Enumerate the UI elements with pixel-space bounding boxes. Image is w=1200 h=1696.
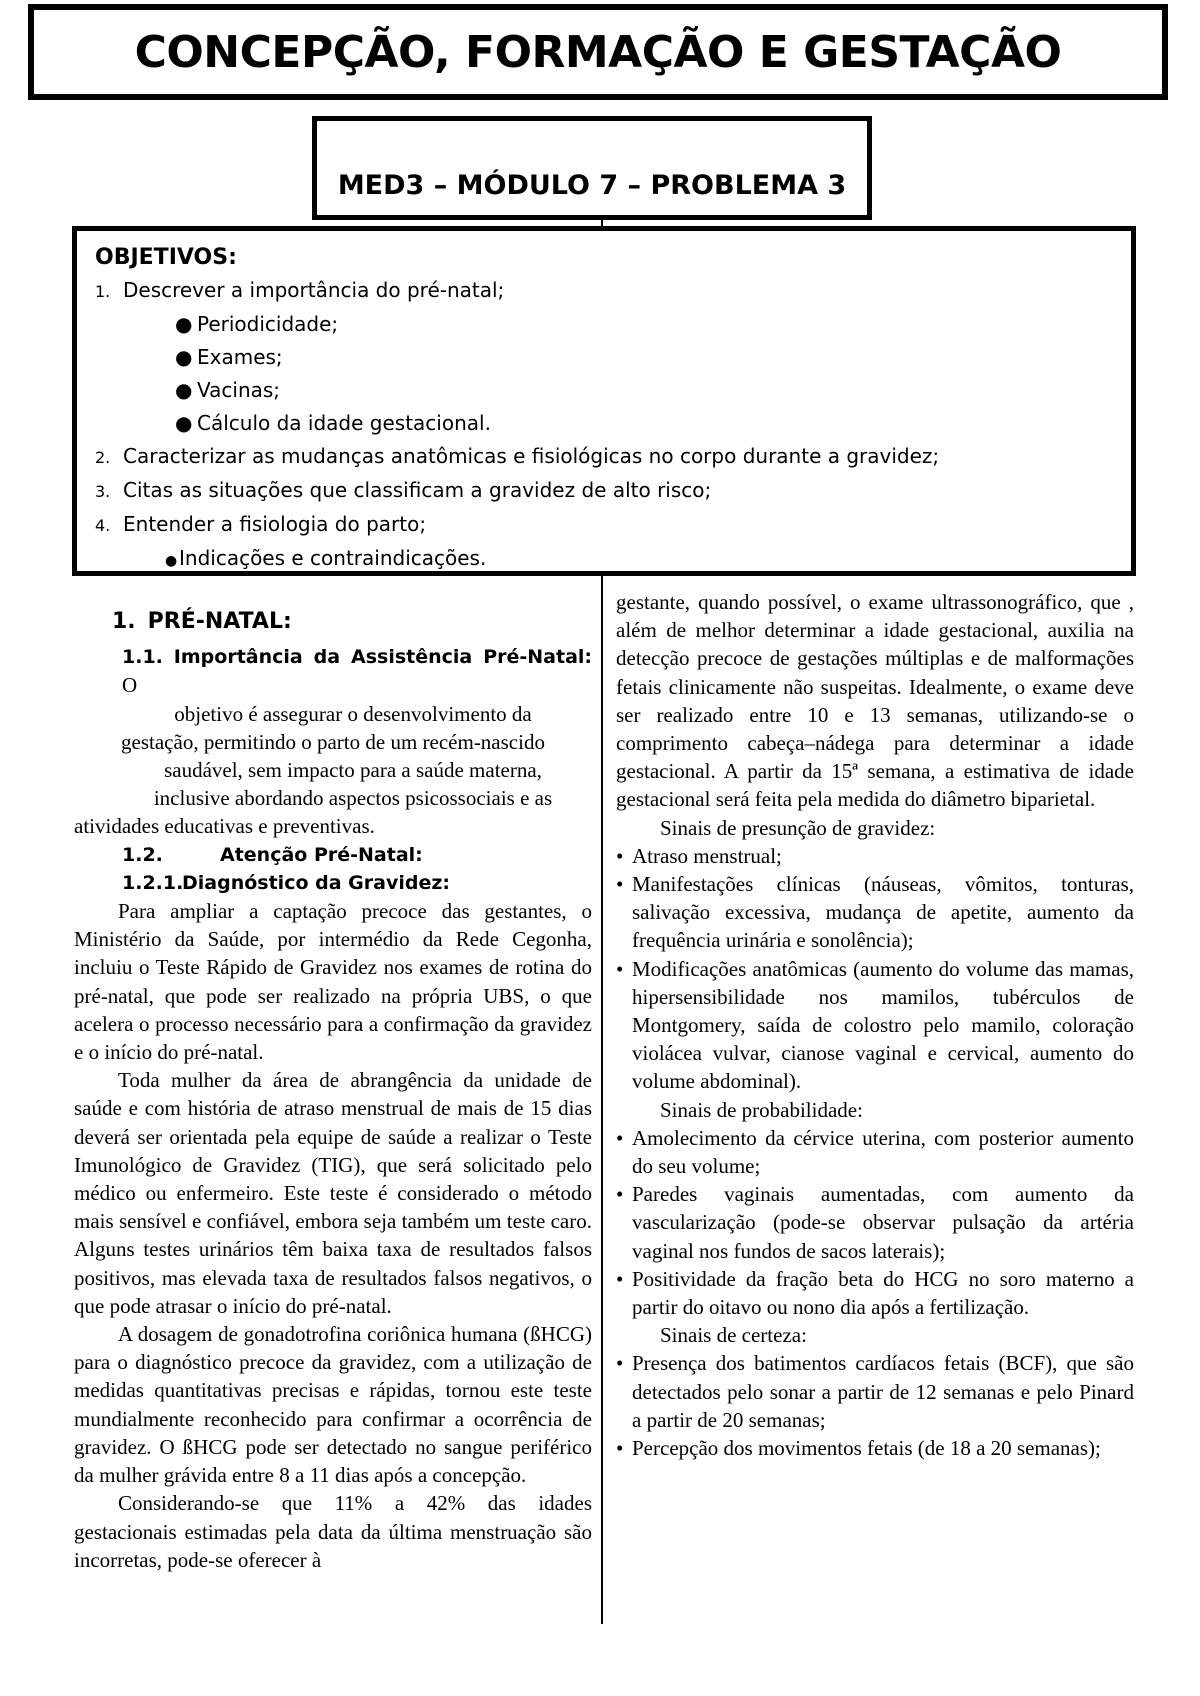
- subsection-number: 1.2.1.: [122, 871, 184, 894]
- objective-text: Citas as situações que classificam a gravidez de alto risco;: [123, 478, 712, 502]
- list-item: • Positividade da fração beta do HCG no soro materno a partir do oitavo ou nono dia após a fertilização.: [616, 1265, 1134, 1321]
- objective-number: 2.: [95, 448, 111, 467]
- paragraph: Para ampliar a captação precoce das gestantes, o Ministério da Saúde, por intermédio da Rede Cegonha, incluiu o Teste Rápido de Gravidez nos exames de rotina do pré-natal, que pode ser realizado na própria UBS, o que acelera o processo necessário para a confirmação da gravidez e o início do pré-natal.: [74, 899, 592, 1065]
- objective-subitem-text: Cálculo da idade gestacional.: [197, 411, 491, 435]
- signs-heading: Sinais de presunção de gravidez:: [660, 815, 936, 840]
- bullet-icon: ●: [175, 345, 193, 369]
- objective-subitem: [95, 542, 1113, 578]
- section-title: PRÉ-NATAL:: [147, 609, 292, 634]
- paragraph: gestante, quando possível, o exame ultrassonográfico, que , além de melhor determinar a idade gestacional, auxilia na detecção precoce de gestações múltiplas e de malformações fetais clinicamente não suspeitas. Idealmente, o exame deve ser realizado entre 10 e 13 semanas, utilizando-se o comprimento cabeça–nádega para determinar a idade gestacional. A partir da 15ª semana, a estimativa de idade gestacional será feita pela medida do diâmetro biparietal.: [616, 590, 1134, 812]
- section-heading: [112, 608, 592, 636]
- objective-item: [95, 440, 1113, 474]
- title-box: [28, 4, 1168, 100]
- objective-subitem: [95, 407, 1113, 440]
- importance-lines: [74, 700, 592, 813]
- subsection-heading: [74, 841, 592, 869]
- section-number: 1.: [112, 609, 136, 634]
- objective-item: [95, 274, 1113, 308]
- paragraph-line: saudável, sem impacto para a saúde materna,: [164, 758, 542, 783]
- paragraph-line: objetivo é assegurar o desenvolvimento da: [174, 701, 532, 726]
- objective-subitem-text: Indicações e contraindicações.: [179, 546, 487, 570]
- objective-subitem-text: Exames;: [197, 345, 283, 369]
- right-column: [616, 588, 1134, 1462]
- objective-text: Descrever a importância do pré-natal;: [123, 278, 505, 302]
- list-item: • Amolecimento da cérvice uterina, com posterior aumento do seu volume;: [616, 1124, 1134, 1180]
- objective-subitem: [95, 308, 1113, 341]
- subtitle-box: [312, 116, 872, 220]
- signs-heading: Sinais de probabilidade:: [660, 1097, 863, 1122]
- subsection-title: Atenção Pré-Natal:: [220, 843, 423, 866]
- objective-text: Entender a fisiologia do parto;: [123, 512, 427, 536]
- subsection-heading: 1.1. Importância da Assistência Pré-Natal:: [122, 646, 592, 669]
- importance-first-line: [74, 642, 592, 699]
- list-item: • Manifestações clínicas (náuseas, vômitos, tonturas, salivação excessiva, mudança de apetite, aumento da frequência urinária e sonolência);: [616, 870, 1134, 955]
- page-title: CONCEPÇÃO, FORMAÇÃO E GESTAÇÃO: [134, 26, 1062, 78]
- subsection-title: Diagnóstico da Gravidez:: [182, 871, 450, 894]
- objective-subitem-text: Vacinas;: [197, 378, 281, 402]
- subsubsection-heading: [74, 869, 592, 897]
- paragraph-line: gestação, permitindo o parto de um recém-nascido: [121, 729, 545, 754]
- objective-item: [95, 474, 1113, 508]
- list-item: • Presença dos batimentos cardíacos fetais (BCF), que são detectados pelo sonar a partir de 12 semanas e pelo Pinard a partir de 20 semanas;: [616, 1349, 1134, 1434]
- subsection-number: 1.2.: [122, 843, 163, 866]
- objective-number: 3.: [95, 482, 111, 501]
- objectives-box: [72, 226, 1136, 576]
- bullet-icon: ●: [165, 553, 178, 569]
- bullet-icon: ●: [175, 312, 193, 336]
- objective-subitem-text: Periodicidade;: [197, 312, 339, 336]
- list-item: • Percepção dos movimentos fetais (de 18 a 20 semanas);: [616, 1434, 1134, 1462]
- list-item: • Atraso menstrual;: [616, 842, 1134, 870]
- objective-item: [95, 508, 1113, 542]
- objective-text: Caracterizar as mudanças anatômicas e fisiológicas no corpo durante a gravidez;: [123, 444, 940, 468]
- left-column: [74, 588, 592, 1574]
- objective-subitem: [95, 374, 1113, 407]
- bullet-icon: ●: [175, 378, 193, 402]
- paragraph: Considerando-se que 11% a 42% das idades gestacionais estimadas pela data da última menstruação são incorretas, pode-se oferecer à: [74, 1491, 592, 1572]
- list-item: • Paredes vaginais aumentadas, com aumento da vascularização (pode-se observar pulsação da artéria vaginal nos fundos de sacos laterais);: [616, 1180, 1134, 1265]
- list-item: • Modificações anatômicas (aumento do volume das mamas, hipersensibilidade nos mamilos, tubérculos de Montgomery, saída de colostro pelo mamilo, coloração violácea vulvar, cianose vaginal e cervical, aumento do volume abdominal).: [616, 955, 1134, 1096]
- column-divider: [601, 576, 603, 1624]
- paragraph-line: atividades educativas e preventivas.: [74, 814, 375, 839]
- paragraph-text: O: [122, 673, 138, 698]
- objective-number: 1.: [95, 282, 111, 301]
- paragraph: A dosagem de gonadotrofina coriônica humana (ßHCG) para o diagnóstico precoce da gravidez, com a utilização de medidas quantitativas precisas e rápidas, tornou este teste mundialmente reconhecido para confirmar a ocorrência de gravidez. O ßHCG pode ser detectado no sangue periférico da mulher grávida entre 8 a 11 dias após a concepção.: [74, 1322, 592, 1488]
- paragraph-line: inclusive abordando aspectos psicossociais e as: [153, 786, 553, 811]
- paragraph: Toda mulher da área de abrangência da unidade de saúde e com história de atraso menstrual de mais de 15 dias deverá ser orientada pela equipe de saúde a realizar o Teste Imunológico de Gravidez (TIG), que será solicitado pelo médico ou enfermeiro. Este teste é considerado o método mais sensível e confiável, embora seja também um teste caro. Alguns testes urinários têm baixa taxa de resultados falsos positivos, mas elevada taxa de resultados falsos negativos, o que pode atrasar o início do pré-natal.: [74, 1068, 592, 1318]
- objective-subitem: [95, 341, 1113, 374]
- bullet-icon: ●: [175, 411, 193, 435]
- objectives-heading: OBJETIVOS:: [95, 245, 237, 270]
- objective-number: 4.: [95, 516, 111, 535]
- page-subtitle: MED3 – MÓDULO 7 – PROBLEMA 3: [337, 170, 847, 201]
- signs-heading: Sinais de certeza:: [660, 1323, 807, 1348]
